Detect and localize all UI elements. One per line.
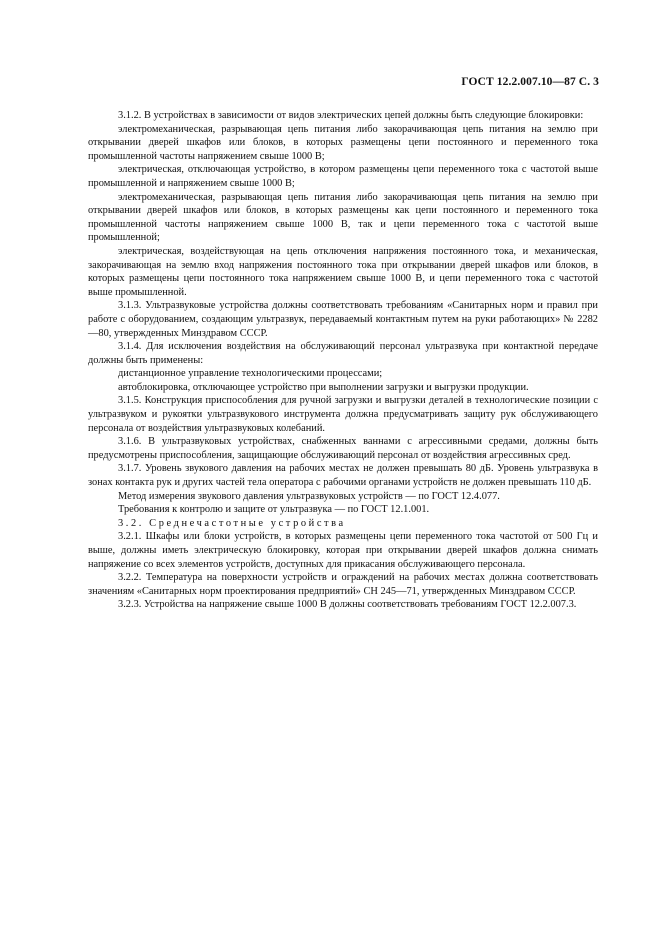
paragraph-item: электрическая, воздействующая на цепь отключения напряжения постоянного тока, и механическая, закорачивающая на землю вход напряжения постоянного тока при открывании дверей шкафов или блоков, в которых размещены цепи постоянного тока напряжением свыше 1000 В, и цепи переменного тока с частотой выше промышленной. xyxy=(88,245,598,298)
paragraph-item: автоблокировка, отключающее устройство при выполнении загрузки и выгрузки продукции. xyxy=(118,381,529,393)
paragraph-3-1-3: 3.1.3. Ультразвуковые устройства должны соответствовать требованиям «Санитарных норм и правил при работе с оборудованием, создающим ультразвук, передаваемый контактным путем на руки работающих» № 2282—80, утвержденных Минздравом СССР. xyxy=(88,300,598,339)
page-header: ГОСТ 12.2.007.10—87 С. 3 xyxy=(461,76,599,88)
paragraph-control-requirements: Требования к контролю и защите от ультразвука — по ГОСТ 12.1.001. xyxy=(118,504,430,516)
paragraph-3-2-3: 3.2.3. Устройства на напряжение свыше 1000 В должны соответствовать требованиям ГОСТ 12.2.007.3. xyxy=(118,599,577,611)
paragraph-measurement-method: Метод измерения звукового давления ультразвуковых устройств — по ГОСТ 12.4.077. xyxy=(118,490,500,502)
paragraph-3-1-2: 3.1.2. В устройствах в зависимости от видов электрических цепей должны быть следующие блокировки: xyxy=(118,110,584,121)
paragraph-3-1-4: 3.1.4. Для исключения воздействия на обслуживающий персонал ультразвука при контактной передаче должны быть применены: xyxy=(88,341,598,366)
paragraph-item: дистанционное управление технологическими процессами; xyxy=(118,368,383,380)
paragraph-3-2-2: 3.2.2. Температура на поверхности устройств и ограждений на рабочих местах должна соответствовать значениям «Санитарных норм проектирования предприятий» СН 245—71, утвержденных Минздравом СССР. xyxy=(88,572,598,597)
paragraph-item: электромеханическая, разрывающая цепь питания либо закорачивающая цепь питания на землю при открывании дверей шкафов или блоков, в которых размещены цепи постоянного и переменного тока промышленной частоты напряжением свыше 1000 В; xyxy=(88,123,598,162)
paragraph-3-1-7: 3.1.7. Уровень звукового давления на рабочих местах не должен превышать 80 дБ. Уровень ультразвука в зонах контакта рук и других частей тела оператора с рабочими органами устройств не должен превышать 110 дБ. xyxy=(88,463,598,489)
paragraph-item: электрическая, отключающая устройство, в котором размещены цепи переменного тока с частотой выше промышленной и напряжением свыше 1000 В; xyxy=(88,164,598,189)
paragraph-item: электромеханическая, разрывающая цепь питания либо закорачивающая цепь питания на землю при открывании дверей шкафов или блоков, в которых размещены как цепи постоянного и переменного тока промышленной частоты напряжением свыше 1000 В, так и цепи переменного тока с частотой выше промышленной; xyxy=(88,191,598,244)
paragraph-3-1-5: 3.1.5. Конструкция приспособления для ручной загрузки и выгрузки деталей в технологические позиции с ультразвуком и рукоятки ультразвукового инструмента должна предусматривать защиту рук обслуживающего персонала от воздействия ультразвуковых колебаний. xyxy=(88,395,598,434)
document-body xyxy=(88,109,598,612)
paragraph-3-2-1: 3.2.1. Шкафы или блоки устройств, в которых размещены цепи переменного тока частотой от 500 Гц и выше, должны иметь электрическую блокировку, которая при открывании дверей шкафов должна снимать напряжение со всех элементов устройств, доступных для прикасания обслуживающего персонала. xyxy=(88,531,598,570)
paragraph-3-1-6: 3.1.6. В ультразвуковых устройствах, снабженных ваннами с агрессивными средами, должны быть предусмотрены приспособления, защищающие обслуживающий персонал от воздействия агрессивных сред. xyxy=(88,436,598,461)
section-heading-3-2: 3.2. Среднечастотные устройства xyxy=(118,517,346,529)
